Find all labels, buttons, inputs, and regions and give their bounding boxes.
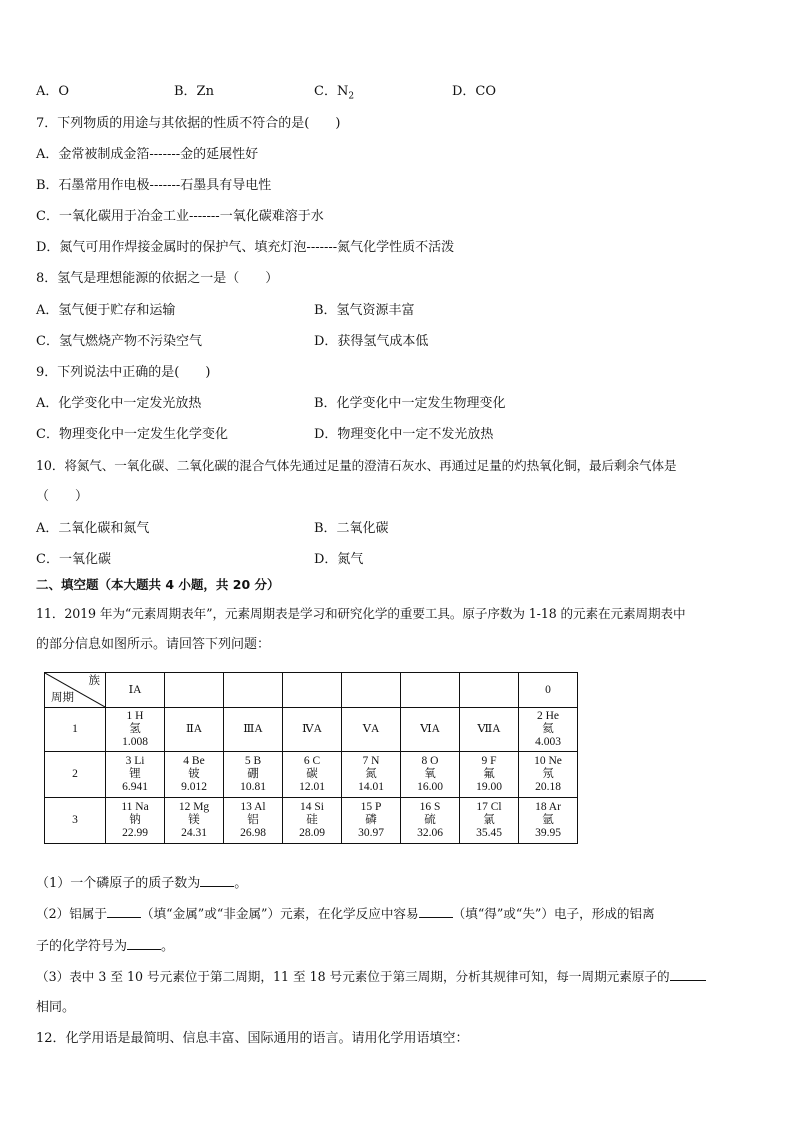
group-header-3: [224, 673, 283, 708]
element-mass: 10.81: [240, 781, 266, 793]
element-name: 氖: [542, 768, 554, 780]
period-label: 3: [45, 798, 106, 844]
element-symbol: 11 Na: [121, 801, 149, 813]
q10-option-b[interactable]: B．二氧化碳: [314, 521, 389, 536]
element-symbol: 9 F: [481, 755, 497, 767]
element-cell-na: [106, 798, 165, 844]
q11-sub2-blank-2[interactable]: [419, 905, 453, 918]
element-mass: 6.941: [122, 781, 148, 793]
q11-sub2-text-b: （填“金属”或“非金属”）元素，在化学反应中容易: [140, 906, 419, 921]
element-symbol: 7 N: [362, 755, 380, 767]
element-mass: 19.00: [476, 781, 502, 793]
periodic-table-corner: [45, 673, 106, 708]
element-mass: 30.97: [358, 827, 384, 839]
element-name: 氦: [542, 723, 554, 735]
q7-option-b[interactable]: B．石墨常用作电极-------石墨具有导电性: [36, 178, 272, 193]
element-cell-li: [106, 752, 165, 798]
element-mass: 39.95: [535, 827, 561, 839]
element-symbol: 8 O: [421, 755, 439, 767]
q8-option-a[interactable]: A．氢气便于贮存和运输: [36, 303, 176, 318]
group-header-0: 0: [519, 673, 578, 708]
element-cell-c: [283, 752, 342, 798]
q6-option-c-text: C．N: [314, 84, 349, 99]
group-label-2a: ⅡA: [165, 708, 224, 752]
q7-option-d[interactable]: D．氮气可用作焊接金属时的保护气、填充灯泡-------氮气化学性质不活泼: [36, 240, 455, 255]
element-cell-s: [401, 798, 460, 844]
group-label-5a: ⅤA: [342, 708, 401, 752]
element-cell-o: [401, 752, 460, 798]
element-symbol: 2 He: [536, 710, 560, 722]
element-name: 钠: [129, 814, 141, 826]
element-cell-be: [165, 752, 224, 798]
q11-sub2-blank-3[interactable]: [127, 937, 161, 950]
q11-sub1: [36, 874, 247, 893]
q12-stem: 12．化学用语是最简明、信息丰富、国际通用的语言。请用化学用语填空：: [36, 1031, 469, 1046]
group-header-2: [165, 673, 224, 708]
q7-option-a[interactable]: A．金常被制成金箔-------金的延展性好: [36, 147, 259, 162]
table-row: [45, 752, 578, 798]
group-label-3a: ⅢA: [224, 708, 283, 752]
q10-option-d[interactable]: D．氮气: [314, 552, 364, 567]
element-cell-h: [106, 708, 165, 752]
element-symbol: 4 Be: [183, 755, 205, 767]
q11-sub2-text-a: （2）铝属于: [36, 906, 107, 921]
table-row: [45, 798, 578, 844]
element-symbol: 12 Mg: [178, 801, 210, 813]
element-mass: 1.008: [122, 736, 148, 748]
element-name: 碳: [306, 768, 318, 780]
group-label-7a: ⅦA: [460, 708, 519, 752]
periodic-table: [44, 672, 578, 844]
element-symbol: 15 P: [360, 801, 382, 813]
q9-option-a[interactable]: A．化学变化中一定发光放热: [36, 396, 202, 411]
element-symbol: 14 Si: [300, 801, 324, 813]
q8-option-c[interactable]: C．氢气燃烧产物不污染空气: [36, 334, 202, 349]
element-name: 铝: [247, 814, 259, 826]
group-label-6a: ⅥA: [401, 708, 460, 752]
element-cell-mg: [165, 798, 224, 844]
element-name: 铍: [188, 768, 200, 780]
element-cell-f: [460, 752, 519, 798]
period-label: 2: [45, 752, 106, 798]
element-symbol: 3 Li: [125, 755, 145, 767]
element-cell-p: [342, 798, 401, 844]
element-name: 硼: [247, 768, 259, 780]
table-row: [45, 708, 578, 752]
element-name: 氧: [424, 768, 436, 780]
element-mass: 24.31: [181, 827, 207, 839]
element-cell-ar: [519, 798, 578, 844]
element-name: 氯: [483, 814, 495, 826]
q6-option-b[interactable]: B．Zn: [174, 84, 214, 99]
q8-option-b[interactable]: B．氢气资源丰富: [314, 303, 415, 318]
q7-stem: 7．下列物质的用途与其依据的性质不符合的是( ): [36, 116, 341, 131]
element-mass: 20.18: [535, 781, 561, 793]
element-mass: 16.00: [417, 781, 443, 793]
element-name: 氩: [542, 814, 554, 826]
element-symbol: 18 Ar: [535, 801, 561, 813]
q11-sub1-blank[interactable]: [200, 874, 234, 887]
q11-sub3-blank[interactable]: [670, 968, 706, 981]
element-symbol: 6 C: [303, 755, 321, 767]
element-symbol: 13 Al: [240, 801, 266, 813]
q9-option-d[interactable]: D．物理变化中一定不发光放热: [314, 427, 494, 442]
q11-stem-line2: 的部分信息如图所示。请回答下列问题：: [36, 637, 271, 652]
corner-group-label: 族: [88, 675, 100, 687]
element-name: 硫: [424, 814, 436, 826]
q8-stem: 8．氢气是理想能源的依据之一是（ ）: [36, 271, 279, 286]
section2-title: 二、填空题（本大题共 4 小题，共 20 分）: [36, 577, 280, 592]
q11-sub2-text-d: 子的化学符号为: [36, 939, 128, 954]
group-header-4: [283, 673, 342, 708]
element-cell-ne: [519, 752, 578, 798]
element-cell-he: [519, 708, 578, 752]
element-symbol: 16 S: [419, 801, 441, 813]
element-name: 氢: [129, 723, 141, 735]
element-mass: 4.003: [535, 736, 561, 748]
element-symbol: 10 Ne: [534, 755, 562, 767]
q11-sub2-blank-1[interactable]: [107, 905, 141, 918]
element-cell-si: [283, 798, 342, 844]
element-mass: 32.06: [417, 827, 443, 839]
element-mass: 28.09: [299, 827, 325, 839]
q7-option-c[interactable]: C．一氧化碳用于冶金工业-------一氧化碳难溶于水: [36, 209, 324, 224]
element-mass: 35.45: [476, 827, 502, 839]
q9-option-c[interactable]: C．物理变化中一定发生化学变化: [36, 427, 228, 442]
period-label: 1: [45, 708, 106, 752]
element-mass: 12.01: [299, 781, 325, 793]
q9-option-b[interactable]: B．化学变化中一定发生物理变化: [314, 396, 506, 411]
q11-sub3: [36, 968, 706, 986]
q10-option-c[interactable]: C．一氧化碳: [36, 552, 111, 567]
q8-option-d[interactable]: D．获得氢气成本低: [314, 334, 429, 349]
q9-stem: 9．下列说法中正确的是( ): [36, 365, 211, 380]
corner-period-label: 周期: [51, 692, 74, 704]
element-symbol: 5 B: [244, 755, 262, 767]
q11-sub3-end: 相同。: [36, 1000, 76, 1015]
q11-sub2-cont: [36, 937, 174, 956]
q6-option-c-subscript: 2: [348, 91, 355, 102]
element-symbol: 17 Cl: [476, 801, 502, 813]
element-cell-b: [224, 752, 283, 798]
q6-option-a[interactable]: A．O: [36, 84, 70, 99]
q11-sub2-text-c: （填“得”或“失”）电子，形成的铝离: [452, 906, 655, 921]
group-label-4a: ⅣA: [283, 708, 342, 752]
q11-sub3-text: （3）表中 3 至 10 号元素位于第二周期，11 至 18 号元素位于第三周期，分析其规律可知，每一周期元素原子的: [36, 969, 670, 984]
q11-sub2-end: 。: [161, 939, 175, 954]
q6-option-d[interactable]: D．CO: [452, 84, 497, 99]
element-symbol: 1 H: [126, 710, 144, 722]
q6-option-c[interactable]: [314, 83, 354, 106]
q11-sub1-end: 。: [234, 876, 248, 891]
element-mass: 22.99: [122, 827, 148, 839]
element-mass: 26.98: [240, 827, 266, 839]
element-name: 磷: [365, 814, 377, 826]
q11-sub2: [36, 905, 655, 923]
element-name: 氟: [483, 768, 495, 780]
q10-stem-cont: （ ）: [36, 489, 89, 504]
element-cell-cl: [460, 798, 519, 844]
q10-option-a[interactable]: A．二氧化碳和氮气: [36, 521, 150, 536]
q11-sub1-text: （1）一个磷原子的质子数为: [36, 876, 201, 891]
element-mass: 14.01: [358, 781, 384, 793]
element-cell-al: [224, 798, 283, 844]
group-header-5: [342, 673, 401, 708]
element-name: 锂: [129, 768, 141, 780]
element-name: 镁: [188, 814, 200, 826]
group-header-1: ⅠA: [106, 673, 165, 708]
periodic-table-header-row: [45, 673, 578, 708]
group-header-6: [401, 673, 460, 708]
q11-stem-line1: 11．2019 年为“元素周期表年”，元素周期表是学习和研究化学的重要工具。原子序数为 1-18 的元素在元素周期表中: [36, 606, 686, 621]
element-name: 硅: [306, 814, 318, 826]
group-header-7: [460, 673, 519, 708]
q10-stem: 10．将氮气、一氧化碳、二氧化碳的混合气体先通过足量的澄清石灰水、再通过足量的灼热氧化铜，最后剩余气体是: [36, 458, 677, 473]
element-cell-n: [342, 752, 401, 798]
element-name: 氮: [365, 768, 377, 780]
element-mass: 9.012: [181, 781, 207, 793]
